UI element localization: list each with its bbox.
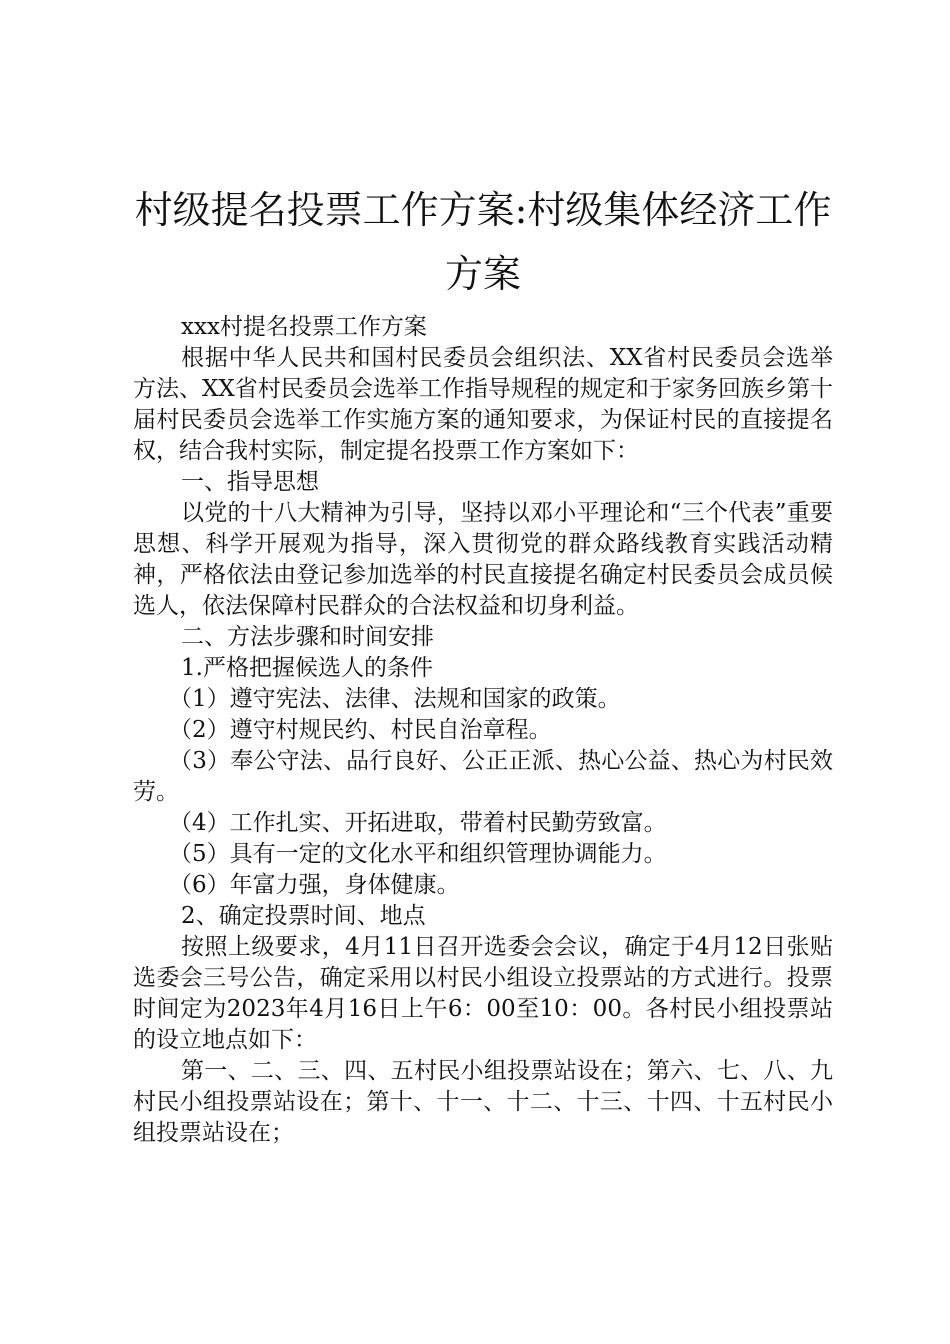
document-body: [133, 312, 833, 1149]
document-title: 村级提名投票工作方案:村级集体经济工作方案: [134, 188, 832, 296]
body-paragraph: 以党的十八大精神为引导，坚持以邓小平理论和“三个代表”重要思想、科学开展观为指导，深入贯彻党的群众路线教育实践活动精神，严格依法由登记参加选举的村民直接提名确定村民委员会成员候选人，依法保障村民群众的合法权益和切身利益。: [133, 500, 833, 619]
body-paragraph: 根据中华人民共和国村民委员会组织法、XX省村民委员会选举方法、XX省村民委员会选举工作指导规程的规定和于家务回族乡第十届村民委员会选举工作实施方案的通知要求，为保证村民的直接提名权，结合我村实际，制定提名投票工作方案如下：: [133, 345, 833, 464]
list-item: （2）遵守村规民约、村民自治章程。: [169, 717, 552, 743]
section-heading: xxx村提名投票工作方案: [181, 314, 427, 340]
list-item: （6）年富力强，身体健康。: [169, 872, 460, 898]
body-paragraph: 按照上级要求，4月11日召开选委会会议，确定于4月12日张贴选委会三号公告，确定采用以村民小组设立投票站的方式进行。投票时间定为2023年4月16日上午6：00至10：00。各村民小组投票站的设立地点如下：: [133, 934, 833, 1053]
list-item: （5）具有一定的文化水平和组织管理协调能力。: [169, 841, 667, 867]
document-page: [133, 178, 833, 1149]
subsection-heading: 1.严格把握候选人的条件: [181, 655, 433, 681]
subsection-heading: 2、确定投票时间、地点: [181, 903, 426, 929]
list-item: （1）遵守宪法、法律、法规和国家的政策。: [169, 686, 621, 712]
section-heading: 一、指导思想: [181, 469, 319, 495]
list-item: （3）奉公守法、品行良好、公正正派、热心公益、热心为村民效劳。: [133, 748, 833, 805]
list-item: （4）工作扎实、开拓进取，带着村民勤劳致富。: [169, 810, 667, 836]
body-paragraph: 第一、二、三、四、五村民小组投票站设在；第六、七、八、九村民小组投票站设在；第十、十一、十二、十三、十四、十五村民小组投票站设在；: [133, 1058, 833, 1146]
section-heading: 二、方法步骤和时间安排: [181, 624, 434, 650]
